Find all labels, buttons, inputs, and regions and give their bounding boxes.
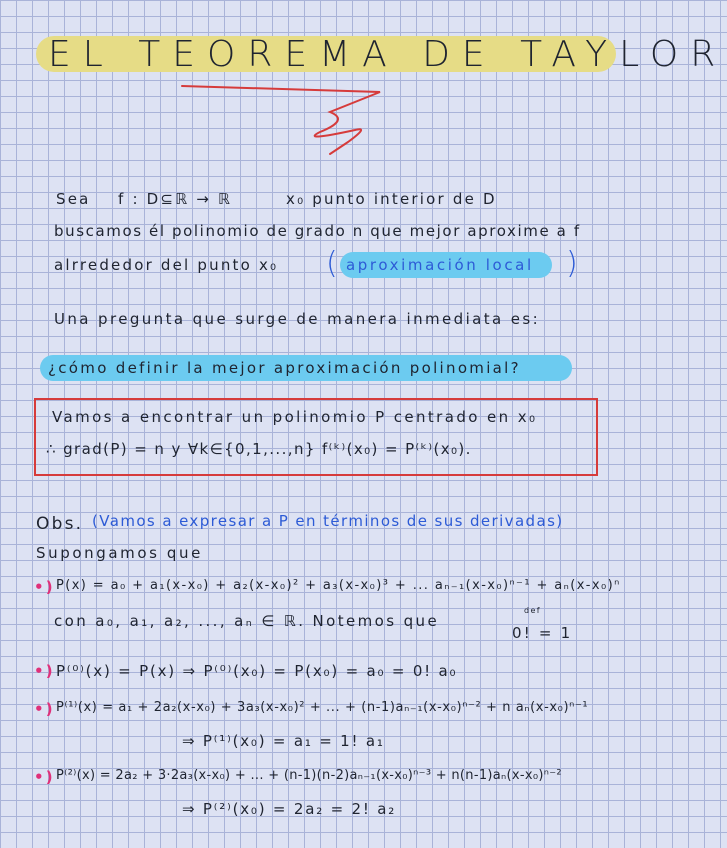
bullet-4: •) bbox=[34, 768, 55, 786]
box-line-2: ∴ grad(P) = n y ∀k∈{0,1,...,n} f⁽ᵏ⁾(x₀) = P⁽ᵏ⁾(x₀). bbox=[46, 440, 472, 458]
intro-point: x₀ punto interior de D bbox=[286, 190, 497, 208]
box-line-1: Vamos a encontrar un polinomio P centrado en x₀ bbox=[52, 408, 538, 426]
bullet-1: •) bbox=[34, 578, 55, 596]
bullet-3: •) bbox=[34, 700, 55, 718]
bullet-2: •) bbox=[34, 662, 55, 680]
suppose-text: Supongamos que bbox=[36, 544, 203, 562]
eq-p1-eval: ⇒ P⁽¹⁾(x₀) = a₁ = 1! a₁ bbox=[182, 732, 385, 750]
question-text: ¿cómo definir la mejor aproximación polinomial? bbox=[48, 359, 521, 377]
eq-p2: P⁽²⁾(x) = 2a₂ + 3·2a₃(x-x₀) + ... + (n-1)(n-2)aₙ₋₁(x-x₀)ⁿ⁻³ + n(n-1)aₙ(x-x₀)ⁿ⁻² bbox=[56, 768, 562, 783]
intro-sea: Sea bbox=[56, 190, 91, 208]
paren-right: ) bbox=[566, 246, 578, 281]
intro-line-2: buscamos él polinomio de grado n que mejor aproxime a f bbox=[54, 222, 581, 240]
intro-function: f : D⊆ℝ → ℝ bbox=[118, 190, 233, 208]
eq-coefficients: con a₀, a₁, a₂, ..., aₙ ∈ ℝ. Notemos que bbox=[54, 612, 440, 630]
paren-left: ( bbox=[326, 246, 338, 281]
eq-p2-eval: ⇒ P⁽²⁾(x₀) = 2a₂ = 2! a₂ bbox=[182, 800, 397, 818]
def-marker: def bbox=[524, 606, 542, 615]
obs-label: Obs. bbox=[36, 514, 84, 534]
eq-polynomial: P(x) = a₀ + a₁(x-x₀) + a₂(x-x₀)² + a₃(x-x₀)³ + ... aₙ₋₁(x-x₀)ⁿ⁻¹ + aₙ(x-x₀)ⁿ bbox=[56, 578, 621, 593]
factorial-zero: 0! = 1 bbox=[512, 624, 573, 642]
local-approx-label: aproximación local bbox=[346, 256, 534, 274]
obs-note: (Vamos a expresar a P en términos de sus derivadas) bbox=[92, 512, 564, 530]
intro-line-3: alrrededor del punto x₀ bbox=[54, 256, 279, 274]
page-title: EL TEOREMA DE TAYLOR bbox=[48, 34, 727, 75]
eq-p0: P⁽⁰⁾(x) = P(x) ⇒ P⁽⁰⁾(x₀) = P(x₀) = a₀ = 0! a₀ bbox=[56, 662, 458, 680]
red-squiggle-decoration bbox=[180, 80, 400, 160]
eq-p1: P⁽¹⁾(x) = a₁ + 2a₂(x-x₀) + 3a₃(x-x₀)² + ... + (n-1)aₙ₋₁(x-x₀)ⁿ⁻² + n aₙ(x-x₀)ⁿ⁻¹ bbox=[56, 700, 589, 715]
question-lead: Una pregunta que surge de manera inmediata es: bbox=[54, 310, 541, 328]
